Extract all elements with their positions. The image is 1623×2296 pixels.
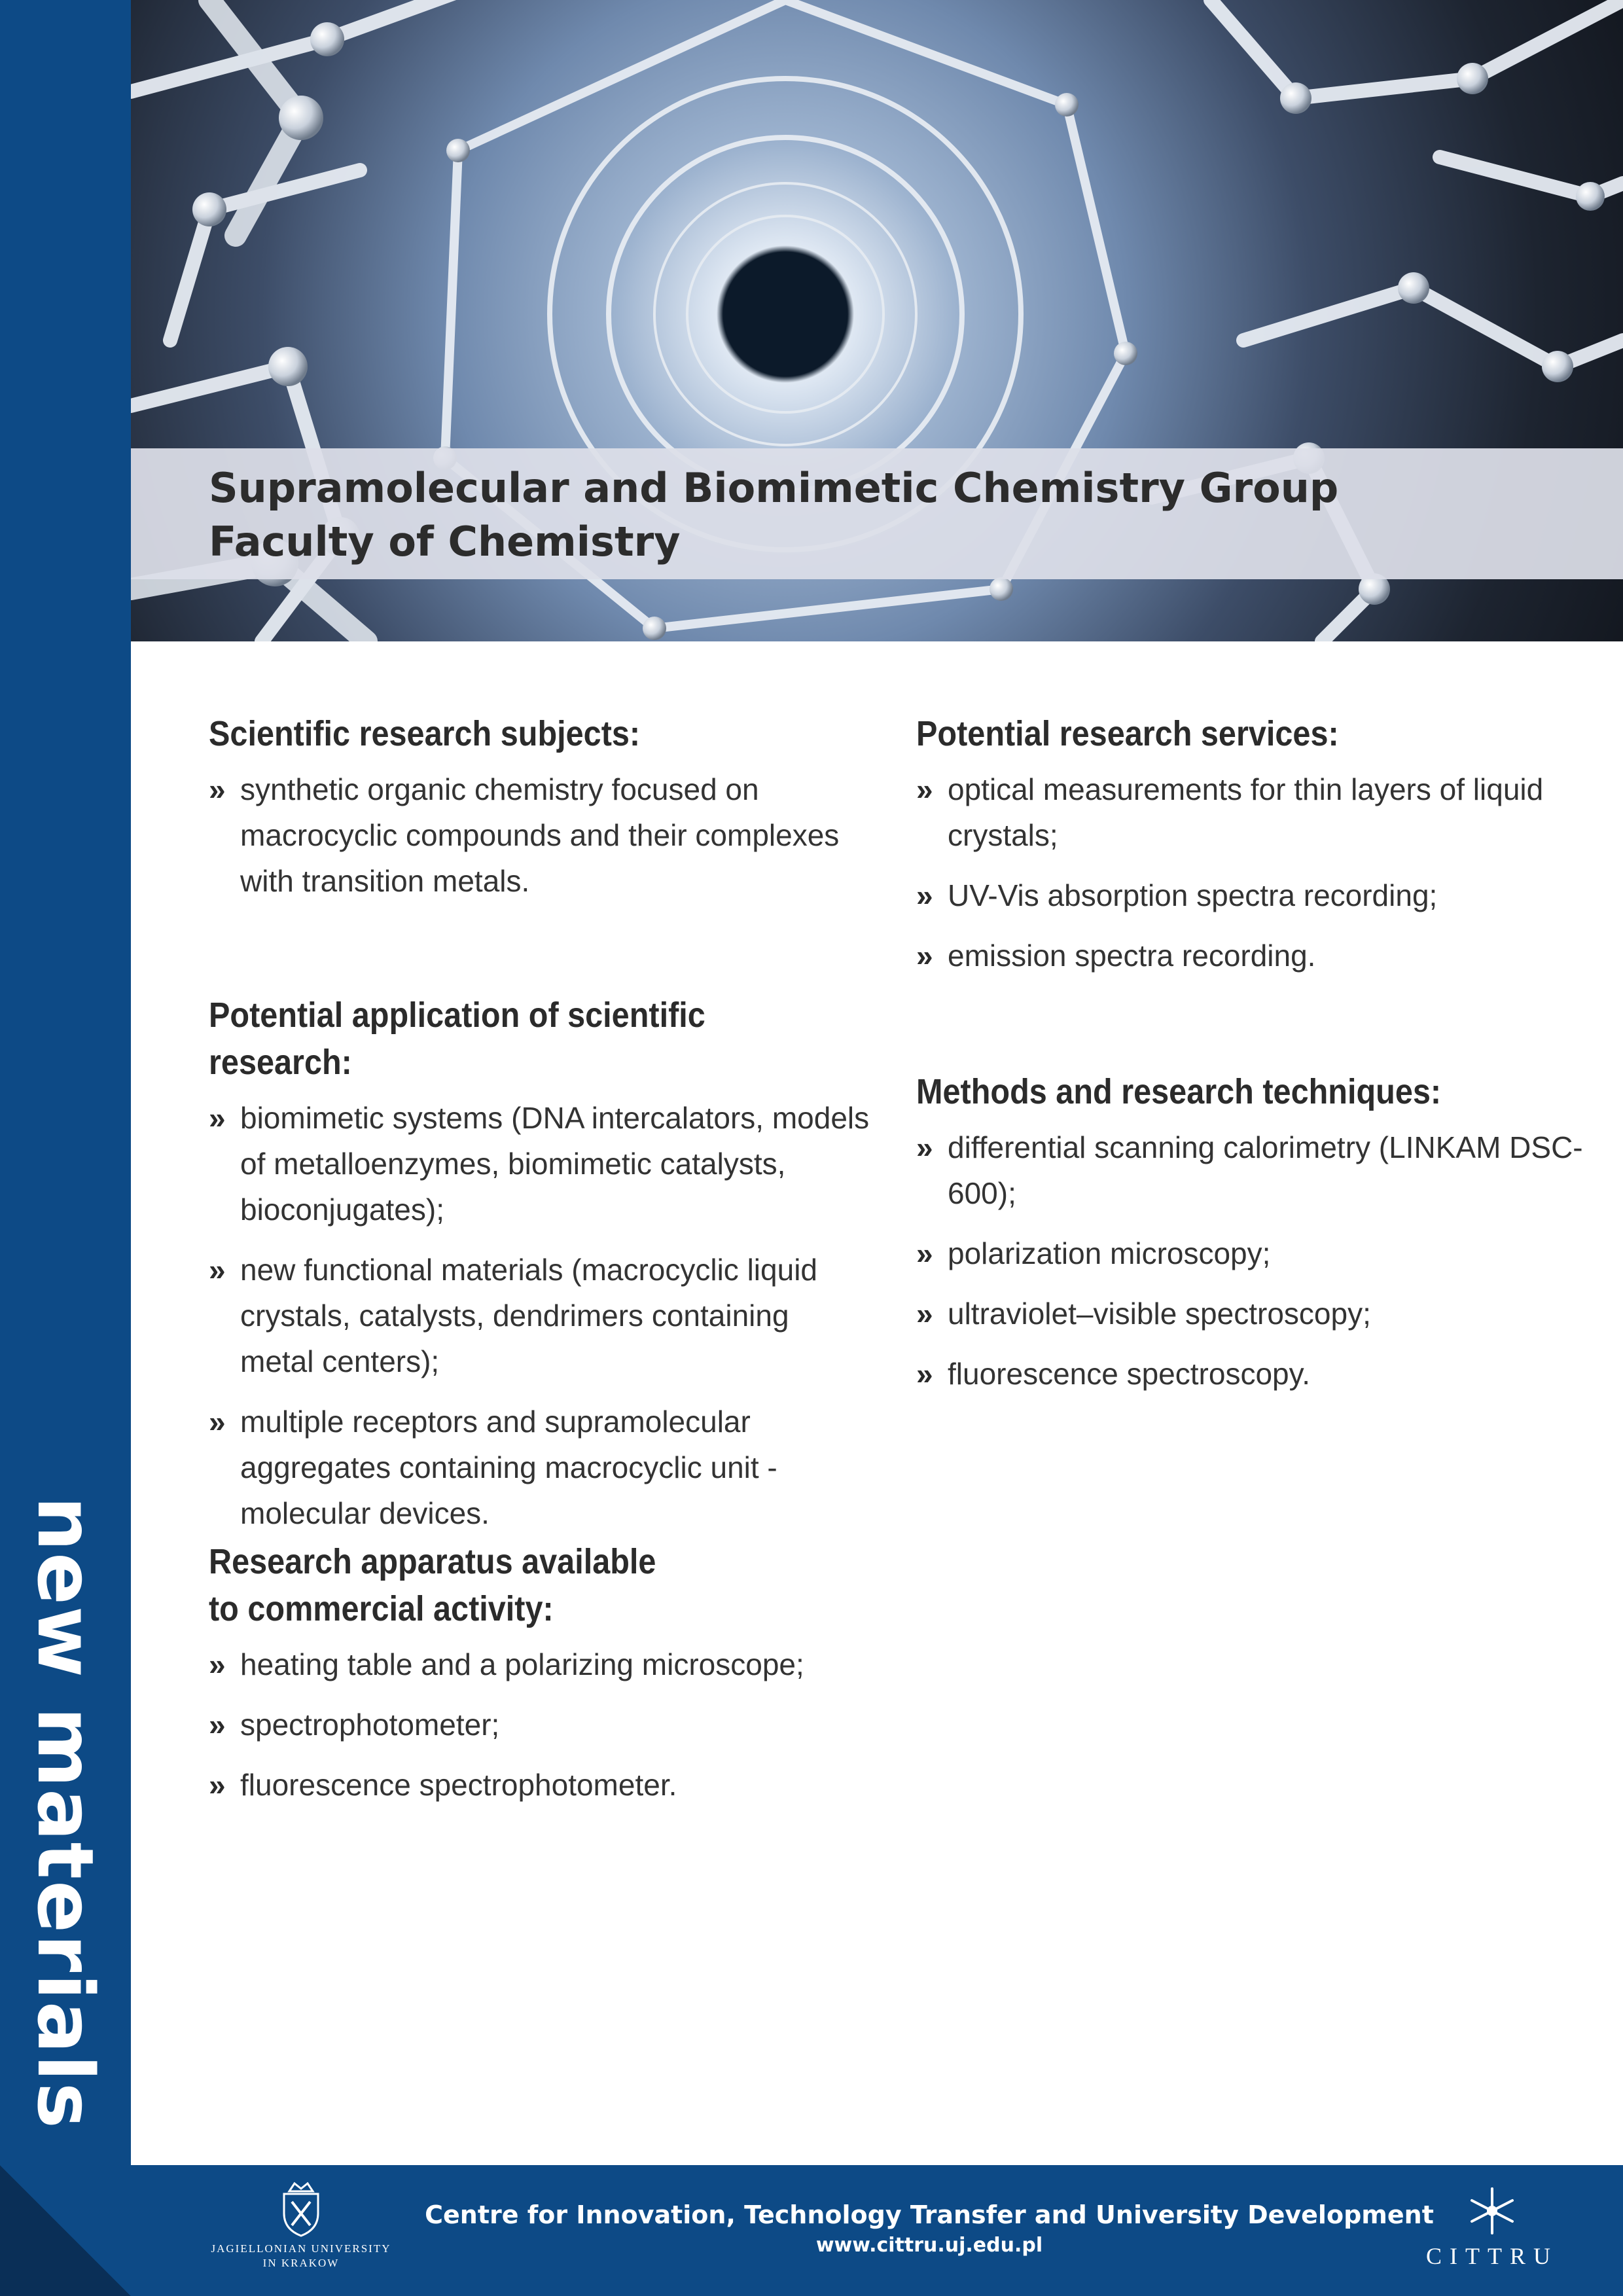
- bullet-list: [916, 1124, 1597, 1397]
- list-item: [916, 1291, 1597, 1336]
- list-item-text: spectrophotometer;: [240, 1708, 500, 1742]
- list-item-text: new functional materials (macrocyclic liquid crystals, catalysts, dendrimers containing metal centers);: [240, 1253, 817, 1378]
- list-item: [916, 933, 1597, 978]
- section-heading: [209, 1538, 804, 1632]
- bullet-icon: »: [916, 878, 933, 912]
- list-item-text: synthetic organic chemistry focused on macrocyclic compounds and their complexes with transition metals.: [240, 772, 840, 898]
- list-item: [209, 1399, 870, 1536]
- section-heading-line1: Research apparatus available: [209, 1542, 656, 1581]
- list-item: [209, 1095, 870, 1232]
- list-item: [916, 1351, 1597, 1397]
- footer-title: Centre for Innovation, Technology Transfer and University Development: [425, 2200, 1434, 2229]
- list-item-text: multiple receptors and supramolecular aggregates containing macrocyclic unit - molecular devices.: [240, 1405, 777, 1530]
- bullet-icon: »: [916, 1236, 933, 1270]
- bullet-icon: »: [209, 1405, 226, 1439]
- bullet-icon: »: [916, 772, 933, 806]
- bullet-icon: »: [916, 939, 933, 973]
- list-item-text: fluorescence spectroscopy.: [948, 1357, 1310, 1391]
- list-item-text: biomimetic systems (DNA intercalators, models of metalloenzymes, biomimetic catalysts, bioconjugates);: [240, 1101, 870, 1227]
- bullet-list: [209, 1095, 870, 1536]
- bullet-icon: »: [209, 1768, 226, 1802]
- section-heading: Potential application of scientific research:: [209, 996, 705, 1082]
- section-heading: Methods and research techniques:: [916, 1072, 1442, 1111]
- list-item-text: ultraviolet–visible spectroscopy;: [948, 1297, 1371, 1331]
- bullet-icon: »: [209, 1647, 226, 1681]
- page-title: [209, 461, 1338, 569]
- uj-logo-line1: JAGIELLONIAN UNIVERSITY: [211, 2242, 391, 2255]
- list-item: [916, 872, 1597, 918]
- list-item-text: heating table and a polarizing microscope;: [240, 1647, 804, 1681]
- section-research-apparatus: [209, 1538, 870, 1822]
- bullet-icon: »: [916, 1130, 933, 1164]
- bullet-list: [209, 1641, 870, 1808]
- cittru-logo-text: CITTRU: [1426, 2243, 1558, 2269]
- list-item-text: fluorescence spectrophotometer.: [240, 1768, 677, 1802]
- bullet-icon: »: [916, 1357, 933, 1391]
- hero-image: [131, 0, 1623, 641]
- section-potential-application: [209, 992, 870, 1551]
- bullet-icon: »: [209, 1708, 226, 1742]
- uj-logo-line2: IN KRAKOW: [262, 2257, 340, 2269]
- bullet-icon: »: [209, 772, 226, 806]
- list-item-text: optical measurements for thin layers of liquid crystals;: [948, 772, 1544, 852]
- bullet-list: [209, 766, 870, 904]
- section-research-services: [916, 710, 1597, 993]
- list-item: [209, 1702, 870, 1748]
- footer-url: www.cittru.uj.edu.pl: [815, 2234, 1043, 2257]
- list-item: [916, 1230, 1597, 1276]
- list-item: [916, 1124, 1597, 1216]
- page-title-line2: Faculty of Chemistry: [209, 518, 681, 565]
- section-heading-line2: to commercial activity:: [209, 1589, 554, 1628]
- cittru-logo: [1394, 2185, 1590, 2283]
- section-research-subjects: [209, 710, 870, 918]
- bullet-icon: »: [916, 1297, 933, 1331]
- list-item: [916, 766, 1597, 858]
- list-item-text: emission spectra recording.: [948, 939, 1316, 973]
- bullet-icon: »: [209, 1253, 226, 1287]
- list-item-text: UV-Vis absorption spectra recording;: [948, 878, 1438, 912]
- section-heading: Potential research services:: [916, 714, 1339, 753]
- list-item-text: differential scanning calorimetry (LINKAM DSC-600);: [948, 1130, 1583, 1210]
- bullet-list: [916, 766, 1597, 978]
- section-heading: Scientific research subjects:: [209, 714, 641, 753]
- page-title-line1: Supramolecular and Biomimetic Chemistry Group: [209, 464, 1339, 512]
- list-item: [209, 1762, 870, 1808]
- list-item-text: polarization microscopy;: [948, 1236, 1271, 1270]
- list-item: [209, 766, 870, 904]
- list-item: [209, 1247, 870, 1384]
- bullet-icon: »: [209, 1101, 226, 1135]
- cittru-star-icon: [1463, 2185, 1522, 2237]
- sidebar-label: new materials: [20, 1496, 111, 2130]
- list-item: [209, 1641, 870, 1687]
- section-methods: [916, 1068, 1597, 1411]
- footer: [131, 2165, 1623, 2296]
- sidebar-label-container: [0, 0, 131, 2296]
